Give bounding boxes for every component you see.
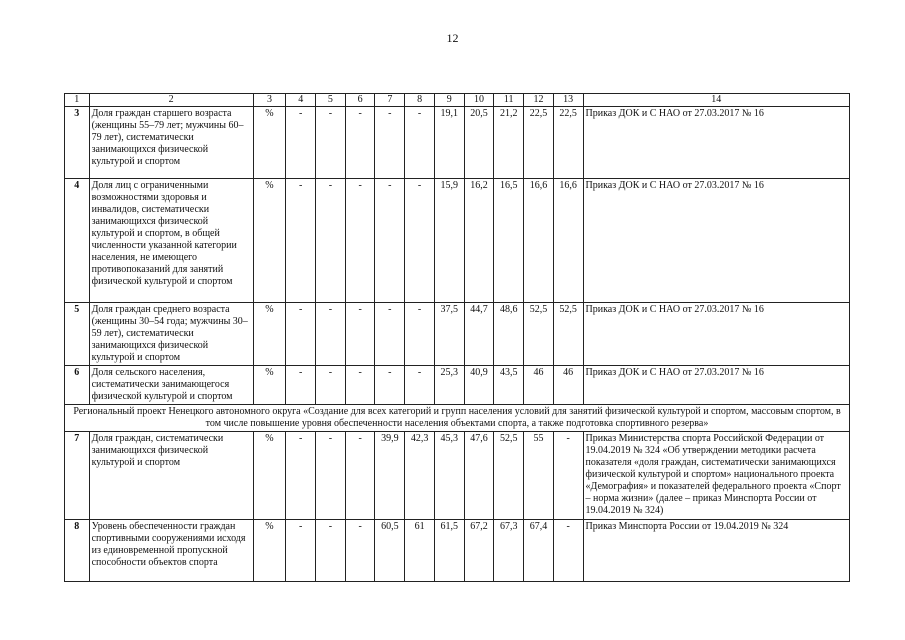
value-cell: 21,2 (494, 107, 524, 179)
value-cell: 52,5 (494, 432, 524, 520)
value-cell: - (553, 520, 583, 582)
section-header-row (65, 405, 850, 432)
indicator-name-cell: Уровень обеспеченности граждан спортивными сооружениями исходя из единовременной пропускной способности объектов спорта (89, 520, 253, 582)
value-cell: - (553, 432, 583, 520)
value-cell: 16,5 (494, 179, 524, 303)
value-cell: 67,3 (494, 520, 524, 582)
value-cell: 55 (524, 432, 554, 520)
value-cell: 60,5 (375, 520, 405, 582)
table-row (65, 179, 850, 303)
unit-cell: % (253, 432, 286, 520)
column-number-cell: 1 (65, 94, 90, 107)
column-number-cell: 13 (553, 94, 583, 107)
value-cell: - (316, 303, 346, 366)
column-number-cell: 14 (583, 94, 849, 107)
unit-cell: % (253, 303, 286, 366)
value-cell: 61 (405, 520, 435, 582)
column-number-cell: 3 (253, 94, 286, 107)
value-cell: 40,9 (464, 366, 494, 405)
value-cell: - (405, 303, 435, 366)
value-cell: - (286, 107, 316, 179)
value-cell: - (286, 303, 316, 366)
value-cell: - (316, 179, 346, 303)
row-number-cell: 5 (65, 303, 90, 366)
legal-basis-cell: Приказ ДОК и С НАО от 27.03.2017 № 16 (583, 303, 849, 366)
value-cell: - (405, 179, 435, 303)
column-number-cell: 4 (286, 94, 316, 107)
value-cell: 52,5 (524, 303, 554, 366)
legal-basis-cell: Приказ ДОК и С НАО от 27.03.2017 № 16 (583, 179, 849, 303)
column-number-row (65, 94, 850, 107)
unit-cell: % (253, 520, 286, 582)
value-cell: - (345, 179, 375, 303)
value-cell: - (375, 303, 405, 366)
value-cell: - (286, 179, 316, 303)
indicator-name-cell: Доля сельского населения, систематически занимающегося физической культурой и спортом (89, 366, 253, 405)
value-cell: - (286, 520, 316, 582)
row-number-cell: 3 (65, 107, 90, 179)
section-title: Региональный проект Ненецкого автономного округа «Создание для всех категорий и групп населения условий для занятий физической культурой и спортом, массовым спортом, в том числе повышение уровня обеспеченности населения объектами спорта, а также подготовка спортивного резерва» (65, 405, 850, 432)
unit-cell: % (253, 179, 286, 303)
value-cell: - (316, 520, 346, 582)
unit-cell: % (253, 107, 286, 179)
indicators-table (64, 93, 850, 582)
indicator-name-cell: Доля лиц с ограниченными возможностями здоровья и инвалидов, систематически занимающихся физической культурой и спортом, в общей численности указанной категории населения, не имеющего противопоказаний для занятий физической культурой и спортом (89, 179, 253, 303)
indicator-name-cell: Доля граждан, систематически занимающихся физической культурой и спортом (89, 432, 253, 520)
value-cell: 48,6 (494, 303, 524, 366)
column-number-cell: 5 (316, 94, 346, 107)
value-cell: 52,5 (553, 303, 583, 366)
value-cell: - (316, 366, 346, 405)
value-cell: 25,3 (434, 366, 464, 405)
value-cell: - (345, 432, 375, 520)
value-cell: 47,6 (464, 432, 494, 520)
value-cell: 44,7 (464, 303, 494, 366)
row-number-cell: 7 (65, 432, 90, 520)
legal-basis-cell: Приказ Минспорта России от 19.04.2019 № 324 (583, 520, 849, 582)
table-row (65, 303, 850, 366)
value-cell: 16,6 (524, 179, 554, 303)
value-cell: - (345, 107, 375, 179)
column-number-cell: 7 (375, 94, 405, 107)
column-number-cell: 12 (524, 94, 554, 107)
row-number-cell: 4 (65, 179, 90, 303)
value-cell: 46 (553, 366, 583, 405)
value-cell: - (316, 432, 346, 520)
table-row (65, 520, 850, 582)
value-cell: - (316, 107, 346, 179)
value-cell: 20,5 (464, 107, 494, 179)
table-body (65, 94, 850, 582)
value-cell: 42,3 (405, 432, 435, 520)
value-cell: 22,5 (524, 107, 554, 179)
indicator-name-cell: Доля граждан старшего возраста (женщины 55–79 лет; мужчины 60–79 лет), систематически занимающихся физической культурой и спортом (89, 107, 253, 179)
value-cell: 16,2 (464, 179, 494, 303)
row-number-cell: 8 (65, 520, 90, 582)
column-number-cell: 8 (405, 94, 435, 107)
legal-basis-cell: Приказ ДОК и С НАО от 27.03.2017 № 16 (583, 366, 849, 405)
value-cell: 16,6 (553, 179, 583, 303)
table-row (65, 366, 850, 405)
page-number: 12 (446, 31, 459, 45)
row-number-cell: 6 (65, 366, 90, 405)
value-cell: 19,1 (434, 107, 464, 179)
value-cell: 43,5 (494, 366, 524, 405)
value-cell: 61,5 (434, 520, 464, 582)
column-number-cell: 2 (89, 94, 253, 107)
legal-basis-cell: Приказ Министерства спорта Российской Федерации от 19.04.2019 № 324 «Об утверждении методики расчета показателя «доля граждан, систематически занимающихся физической культурой и спортом» национального проекта «Демография» и показателей федерального проекта «Спорт – норма жизни» (далее – приказ Минспорта России от 19.04.2019 № 324) (583, 432, 849, 520)
value-cell: - (345, 303, 375, 366)
value-cell: - (375, 366, 405, 405)
table-row (65, 107, 850, 179)
value-cell: 15,9 (434, 179, 464, 303)
value-cell: - (405, 107, 435, 179)
column-number-cell: 10 (464, 94, 494, 107)
value-cell: - (405, 366, 435, 405)
value-cell: 37,5 (434, 303, 464, 366)
unit-cell: % (253, 366, 286, 405)
value-cell: 46 (524, 366, 554, 405)
value-cell: - (286, 366, 316, 405)
value-cell: 67,2 (464, 520, 494, 582)
value-cell: - (345, 366, 375, 405)
value-cell: 39,9 (375, 432, 405, 520)
value-cell: - (345, 520, 375, 582)
column-number-cell: 11 (494, 94, 524, 107)
table-row (65, 432, 850, 520)
indicator-name-cell: Доля граждан среднего возраста (женщины 30–54 года; мужчины 30–59 лет), систематически занимающихся физической культурой и спортом (89, 303, 253, 366)
legal-basis-cell: Приказ ДОК и С НАО от 27.03.2017 № 16 (583, 107, 849, 179)
value-cell: 45,3 (434, 432, 464, 520)
value-cell: - (375, 179, 405, 303)
column-number-cell: 6 (345, 94, 375, 107)
value-cell: - (375, 107, 405, 179)
column-number-cell: 9 (434, 94, 464, 107)
value-cell: 22,5 (553, 107, 583, 179)
value-cell: 67,4 (524, 520, 554, 582)
value-cell: - (286, 432, 316, 520)
